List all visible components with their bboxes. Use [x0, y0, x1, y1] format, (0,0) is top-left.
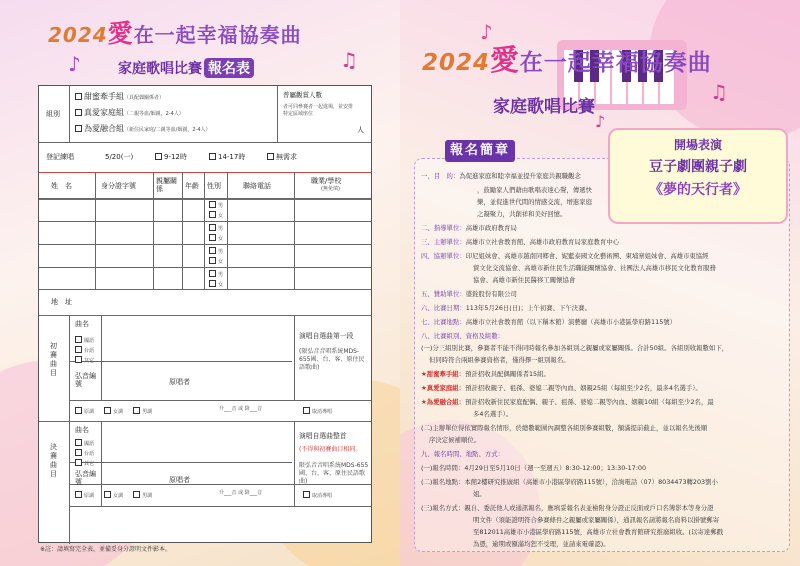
practice-date: 5/20(一): [105, 153, 134, 161]
info-row: [421, 385, 702, 393]
info-row-value: 但同時符合兩組參賽資格者，僅得擇一組別報名。: [429, 356, 570, 364]
cancel-guide-option[interactable]: 取消導唱: [303, 491, 332, 500]
info-row-value: 預計招收具配偶關係者15組。: [465, 370, 550, 378]
info-row-key: 四、協辦單位：: [421, 252, 466, 260]
info-row-value: ，鼓勵家人們藉由歌唱表達心聲，傳遞快: [477, 186, 593, 194]
song-name-label: 曲名: [75, 320, 89, 328]
checkbox[interactable]: [75, 109, 82, 116]
info-row: [421, 451, 504, 459]
opening-line: 開場表演: [673, 138, 722, 152]
final-note: 限弘音音唱系統MDS-655國、台、客、原住民語歌曲): [299, 462, 369, 486]
info-row-value: 至812011高雄市小港區學府路115號，高雄市立社會教育館研究推廣組收。(以寄達郵戳: [473, 528, 723, 536]
gender-select[interactable]: 男 女: [209, 224, 223, 243]
info-row: [421, 291, 517, 299]
info-row-value: 明文件（須能證明符合參賽條件之親屬或家屬關係），通訊報名請將報名資料以掛號郵寄: [473, 516, 720, 524]
header-age: 年齡: [185, 182, 199, 190]
info-row: [473, 265, 716, 273]
info-row-value: 113年5月26日(日)；上午初賽、下午決賽。: [465, 304, 591, 312]
cancel-guide-option[interactable]: 取消導唱: [303, 407, 332, 416]
header-job: 職業/學校: [311, 177, 342, 185]
singer-label: 原唱者: [169, 476, 190, 484]
info-row-key: 二、指導單位：: [421, 224, 466, 232]
practice-option[interactable]: 無需求: [267, 153, 297, 161]
language-options[interactable]: 國語 台語 其它: [75, 336, 94, 365]
info-row-value: 貿文化交流協會、高雄市新住民生活職能關懷協會、社團法人高雄市移民文化教育服務: [473, 264, 716, 272]
registration-form: [38, 85, 372, 543]
info-row: [473, 541, 610, 549]
info-row-value: 為憑，逾期或額滿均恕不受理，並請來電確認)。: [473, 540, 610, 548]
header-name: 姓 名: [51, 182, 72, 190]
info-row-value: (二)主辦單位得依實際報名情形，於總數範圍內調整各組別參賽組數，額滿提前截止，並以報名先後順: [421, 424, 708, 432]
info-row: [421, 305, 591, 313]
form-subtitle: 家庭歌唱比賽 報名表: [118, 58, 254, 78]
final-note-red: (不得與初賽曲目相同。: [299, 446, 362, 453]
info-row: [473, 491, 486, 499]
info-row-key: 七、比賽地點：: [421, 318, 466, 326]
signup-badge: 報名簡章: [445, 140, 515, 162]
brochure-page: [400, 0, 800, 566]
practice-option[interactable]: 14-17時: [209, 153, 245, 161]
info-row-value: 之凝聚力，共創祥和美好回憶。: [477, 210, 567, 218]
info-row-value: 姐。: [473, 490, 486, 498]
info-row: [421, 225, 517, 233]
info-row-value: 預計招收親子、祖孫、婆媳二親等內血、姻親25組（每組至少2名，最多4名選手）。: [465, 384, 702, 392]
gender-select[interactable]: 男 女: [209, 270, 223, 289]
final-note-title: 演唱自選曲整首: [299, 432, 347, 440]
info-row-key: 三、主辦單位：: [421, 238, 466, 246]
info-row: [477, 211, 566, 219]
info-row: [421, 465, 646, 473]
group-option-sweet[interactable]: 甜蜜牽手組（具配偶關係者）: [75, 92, 164, 102]
info-row-value: 預計招收新住民家庭配偶、親子、祖孫、婆媳二親等內血、姻親10組（每組至少2名，最: [465, 398, 714, 406]
opening-performance-box: [608, 128, 788, 224]
info-row-key: 五、贊助單位：: [421, 290, 466, 298]
opening-line: 豆子劇團親子劇: [649, 159, 747, 175]
music-note-icon: ♪: [480, 20, 493, 44]
practice-option[interactable]: 9-12時: [155, 153, 187, 161]
info-row: [421, 253, 709, 261]
audience-title: 普屬觀賞人數: [283, 91, 322, 99]
info-row-value: 為促進家庭和睦幸福並提升家庭共親職觀念: [459, 172, 581, 180]
info-row: [477, 187, 592, 195]
info-row-value: (一)分三組別比賽，參賽者不能不得同時報名參加各組別之親屬或家屬關係。合計50組。各組別收報數如下，: [421, 344, 729, 352]
final-label: 決賽曲目: [50, 443, 57, 479]
audience-unit: 人: [357, 126, 364, 134]
info-row-key: 一、目 的：: [421, 172, 460, 180]
opening-line: 《夢的天行者》: [649, 182, 747, 198]
header-id: 身分證字號: [101, 182, 136, 190]
info-row: [473, 277, 575, 285]
info-row: [421, 333, 504, 341]
info-row: [429, 357, 570, 365]
info-row: [421, 505, 714, 513]
info-row: [421, 479, 718, 487]
key-shift: 升___音 或 降___音: [219, 490, 263, 496]
info-row: [421, 239, 619, 247]
info-row-value: 協會、高雄市新住民醫移工關懷協會: [473, 276, 576, 284]
gender-select[interactable]: 男 女: [209, 247, 223, 266]
brochure-subtitle: 家庭歌唱比賽: [493, 97, 595, 117]
brochure-title: 2024愛在一起幸福協奏曲: [422, 43, 712, 77]
info-row-value: 樂，並促進世代間的情感交流，增進家庭: [477, 198, 593, 206]
job-note: (無免填): [321, 186, 340, 192]
info-row: [477, 199, 592, 207]
practice-label: 登記練唱: [46, 153, 74, 161]
info-row-value: 序決定候補順位。: [429, 436, 481, 444]
checkbox[interactable]: [209, 153, 216, 160]
info-row-value: 高雄市立社會教育館、高雄市政府教育局家庭教育中心: [465, 238, 620, 246]
address-label: 地 址: [51, 298, 72, 306]
music-note-icon: ♫: [710, 80, 728, 104]
header-relation: 親屬關係: [156, 177, 177, 194]
info-row: [421, 345, 728, 353]
info-row: [473, 529, 723, 537]
info-row: [421, 173, 581, 181]
info-row: [429, 437, 480, 445]
music-note-icon: ♪: [68, 52, 81, 76]
info-row: [421, 319, 676, 327]
info-row-value: 高雄市立社會教育館（以下稱本館）演藝廳（高雄市小港區學府路115號）: [465, 318, 677, 326]
language-options[interactable]: 國語 台語 其它: [75, 439, 94, 468]
checkbox[interactable]: [75, 125, 82, 132]
info-row-key: 八、比賽組別、資格及組數：: [421, 332, 505, 340]
info-row-value: (二)報名地點：本館2樓研究推廣組（高雄市小港區學府路115號），洽詢電話（07）8034473轉203劉小: [421, 478, 718, 486]
audience-note: 者可同參賽者一起進場，並安排特定區域座位: [283, 104, 354, 117]
info-row: [421, 371, 550, 379]
info-row-key: 九、報名時間、地點、方式：: [421, 450, 505, 458]
arranger-label: 弘音編號: [75, 470, 96, 487]
song-name-label: 曲名: [75, 426, 89, 434]
music-note-icon: ♫: [340, 48, 358, 72]
info-row: [473, 517, 719, 525]
info-row-value: (三)報名方式：親自、委託他人或通訊報名，應填妥報名表並檢附身分證正反面或戶口名簿影本等身分證: [421, 504, 714, 512]
info-row-key: ★真愛家庭組：: [421, 384, 466, 392]
key-options[interactable]: 原調 女調 男調: [75, 491, 152, 500]
arranger-label: 弘音編號: [75, 372, 96, 389]
group-label: 組別: [46, 110, 60, 118]
header-gender: 性別: [207, 182, 221, 190]
checkbox[interactable]: [155, 153, 162, 160]
info-row-value: 印尼姐妹會、高雄市越南同鄉會、妮藍泰國文化藝術團、柬埔寨姐妹會、高雄市東協經: [465, 252, 709, 260]
info-row: [421, 425, 707, 433]
prelim-note-title: 演唱自選曲第一段: [299, 332, 354, 340]
info-row-value: 多4名選手）。: [473, 410, 513, 418]
info-row-value: 高雄市政府教育局: [465, 224, 517, 232]
info-row-value: 盛銓股份有限公司: [465, 290, 517, 298]
header-phone: 聯絡電話: [243, 182, 271, 190]
music-note-icon: ♪: [595, 112, 606, 131]
info-row-key: 六、比賽日期：: [421, 304, 466, 312]
key-options[interactable]: 原調 女調 男調: [75, 407, 152, 416]
group-option-family[interactable]: 真愛家庭組（二親等血/姻親，2-4人）: [75, 108, 184, 118]
prelim-note: (限弘音音唱系統MDS-655國、台、客、原住民語歌曲): [299, 348, 365, 372]
prelim-label: 初賽曲目: [50, 342, 57, 378]
form-footnote: ※註：請填寫完全表，並備妥身分證明文件影本。: [40, 546, 172, 553]
checkbox[interactable]: [267, 153, 274, 160]
key-shift: 升___音 或 降___音: [219, 406, 263, 412]
info-row-key: ★為愛融合組：: [421, 398, 466, 406]
gender-select[interactable]: 男 女: [209, 201, 223, 220]
checkbox[interactable]: [75, 93, 82, 100]
form-title: 2024愛在一起幸福協奏曲: [48, 19, 302, 48]
singer-label: 原唱者: [169, 378, 190, 386]
info-row-value: (一)報名時間：4月29日至5月10日（週一至週五）8:30-12:00；13:30-17:00: [421, 464, 647, 472]
group-option-fusion[interactable]: 為愛融合組（新住民家庭/二親等血/姻親，2-4人）: [75, 124, 211, 134]
info-row: [473, 411, 512, 419]
info-row-key: ★甜蜜牽手組：: [421, 370, 466, 378]
info-row: [421, 399, 714, 407]
